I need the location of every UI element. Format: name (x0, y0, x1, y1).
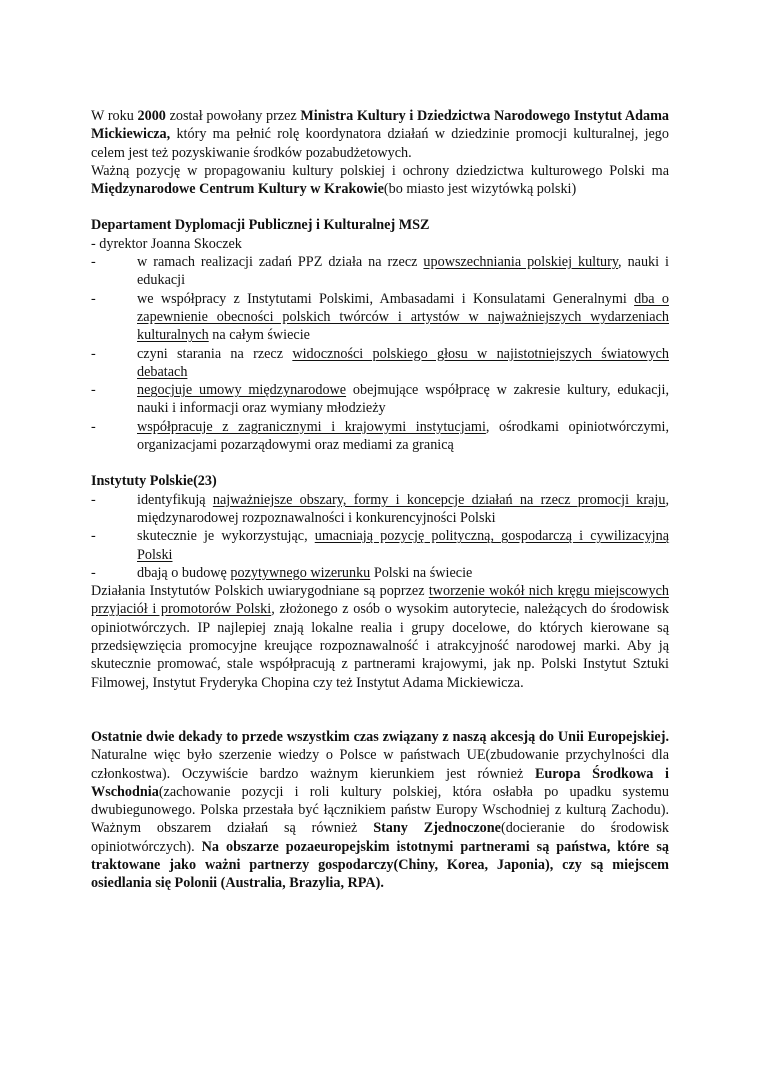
intro-paragraph (91, 107, 669, 162)
centre-text: (bo miasto jest wizytówką polski) (383, 181, 577, 198)
msz-bullet (91, 381, 669, 418)
centre-paragraph (91, 162, 669, 199)
bullet-dash: - (91, 254, 96, 271)
msz-bullet (91, 253, 669, 290)
bullet-underlined: najważniejsze obszary, formy i koncepcje działań na rzecz promocji kraju (212, 491, 666, 508)
intro-text: W roku (91, 108, 138, 124)
bullet-text: , nauki i edukacji (137, 254, 669, 289)
bullet-underlined: pozytywnego wizerunku (230, 564, 371, 581)
bullet-underlined: upowszechniania polskiej kultury (423, 254, 619, 271)
ip-heading: Instytuty Polskie(23) (91, 473, 217, 490)
msz-bullet (91, 418, 669, 455)
bullet-underlined: umacniają pozycję polityczną, gospodarczą i cywilizacyjną Polski (137, 528, 669, 563)
bullet-text: , międzynarodowej rozpoznawalności i konkurencyjności Polski (137, 491, 669, 526)
ip-text: Działania Instytutów Polskich uwiarygodniane są poprzez (91, 583, 429, 600)
centre-name: Międzynarodowe Centrum Kultury w Krakowie (91, 181, 384, 198)
bullet-underlined: współpracuje z zagranicznymi i krajowymi instytucjami (137, 418, 486, 435)
bullet-text: w ramach realizacji zadań PPZ działa na rzecz (137, 254, 424, 271)
bullet-dash: - (91, 382, 96, 399)
final-text: Naturalne więc było szerzenie wiedzy o Polsce w państwach UE(zbudowanie przychylności dla członkostwa). Oczywiście bardzo ważnym kierunkiem jest również (91, 747, 669, 782)
ip-bullet (91, 491, 669, 528)
final-bold: Ostatnie dwie dekady to przede wszystkim czas związany z naszą akcesją do Unii Europejskiej. (91, 728, 669, 745)
ip-paragraph (91, 582, 669, 692)
intro-year: 2000 (137, 108, 166, 124)
bullet-dash: - (91, 290, 96, 307)
ip-bullet (91, 564, 669, 582)
msz-bullet (91, 345, 669, 382)
document-page (91, 107, 669, 893)
bullet-dash: - (91, 564, 96, 581)
bullet-underlined: dba o zapewnienie obecności polskich twórców i artystów w najważniejszych wydarzeniach kulturalnych (137, 290, 669, 344)
msz-director: - dyrektor Joanna Skoczek (91, 235, 242, 252)
centre-text: Ważną pozycję w propagowaniu kultury polskiej i ochrony dziedzictwa kulturowego Polski ma (91, 162, 669, 179)
ip-text: , złożonego z osób o wysokim autorytecie, należących do środowisk opiniotwórczych. IP najlepiej znają lokalne realia i grupy docelowe, do których kierowane są przedsięwzięcia promocyjne kreujące rozpoznawalność i atrakcyjność narodowej marki. Aby ją skutecznie promować, stale współpracują z partnerami krajowymi, jak np. Polski Instytut Sztuki Filmowej, Instytut Fryderyka Chopina czy też Instytut Adama Mickiewicza. (91, 601, 670, 691)
bullet-text: Polski na świecie (370, 564, 473, 581)
msz-bullet (91, 290, 669, 345)
bullet-dash: - (91, 418, 96, 435)
bullet-text: czyni starania na rzecz (137, 345, 293, 362)
bullet-text: skutecznie je wykorzystując, (137, 528, 315, 545)
ip-bullet (91, 527, 669, 564)
bullet-text: we współpracy z Instytutami Polskimi, Ambasadami i Konsulatami Generalnymi (137, 290, 635, 307)
intro-institution: Ministra Kultury i Dziedzictwa Narodowego Instytut Adama Mickiewicza, (91, 108, 670, 143)
bullet-text: , ośrodkami opiniotwórczymi, organizacjami pozarządowymi oraz mediami za granicą (137, 418, 669, 454)
final-bold: Stany Zjednoczone (373, 820, 501, 837)
msz-heading: Departament Dyplomacji Publicznej i Kulturalnej MSZ (91, 217, 430, 234)
bullet-dash: - (91, 528, 96, 545)
bullet-text: identyfikują (137, 491, 213, 508)
bullet-text: dbają o budowę (137, 564, 231, 581)
bullet-dash: - (91, 491, 96, 508)
final-text: (docieranie do środowisk opiniotwórczych). (91, 820, 669, 855)
final-bold: Na obszarze pozaeuropejskim istotnymi partnerami są państwa, które są traktowane jako ważni partnerzy gospodarczy(Chiny, Korea, Japonia), czy są miejscem osiedlania się Polonii (Australia, Brazylia, RPA). (91, 838, 669, 892)
bullet-dash: - (91, 345, 96, 362)
intro-text: został powołany przez (165, 108, 301, 124)
final-paragraph (91, 728, 669, 893)
final-bold: Europa Środkowa i Wschodnia (91, 765, 669, 800)
bullet-text: na całym świecie (208, 327, 310, 344)
ip-underlined: tworzenie wokół nich kręgu miejscowych przyjaciół i promotorów Polski (91, 583, 669, 618)
final-text: (zachowanie pozycji i roli kultury polskiej, która osłabła po upadku systemu dwubiegunowego. Polska przestała być łącznikiem państw Europy Wschodniej z kulturą Zachodu). Ważnym obszarem działań są również (91, 783, 669, 837)
intro-text: który ma pełnić rolę koordynatora działań w dziedzinie promocji kulturalnej, jego celem jest też pozyskiwanie środków pozabudżetowych. (91, 126, 669, 161)
bullet-underlined: widoczności polskiego głosu w najistotniejszych światowych debatach (137, 345, 669, 380)
bullet-text: obejmujące współpracę w zakresie kultury, edukacji, nauki i informacji oraz wymiany młodzieży (137, 382, 669, 417)
bullet-underlined: negocjuje umowy międzynarodowe (137, 382, 347, 399)
